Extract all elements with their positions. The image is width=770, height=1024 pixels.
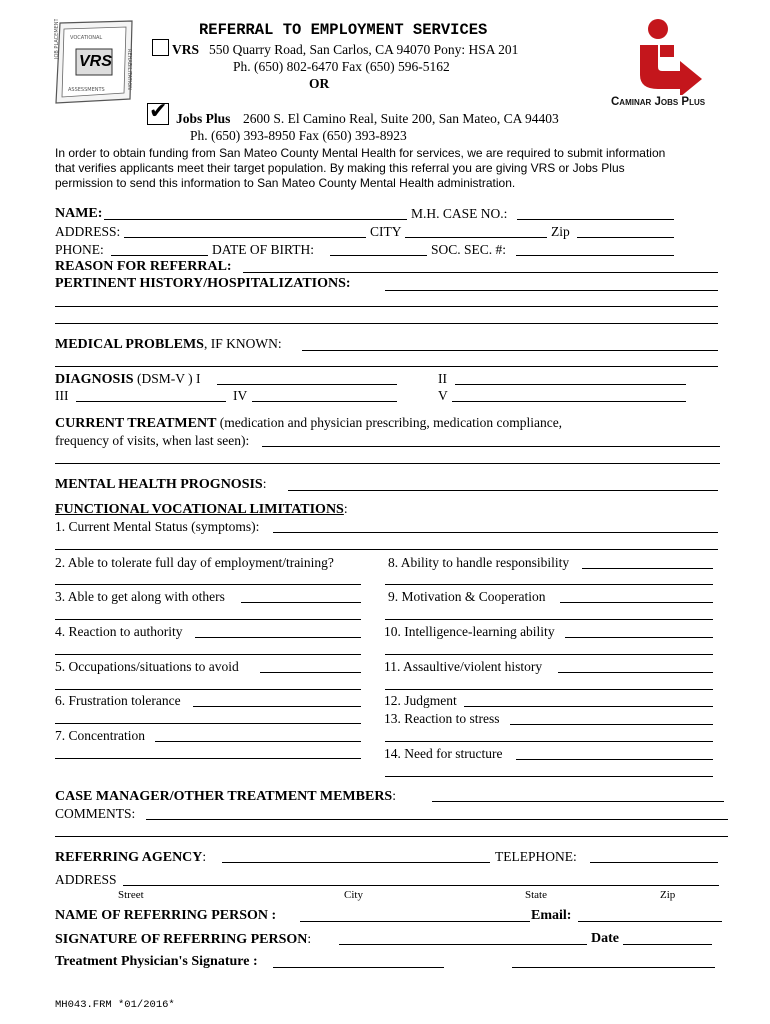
or-label: OR xyxy=(309,76,330,91)
func-item-3-label: 3. Able to get along with others xyxy=(55,589,225,604)
ssn-label: SOC. SEC. #: xyxy=(431,242,507,257)
func-item-7-field[interactable] xyxy=(155,741,361,742)
referring-person-label: NAME OF REFERRING PERSON : xyxy=(55,908,277,923)
func-item-9-label: 9. Motivation & Cooperation xyxy=(388,589,546,604)
address-label: ADDRESS: xyxy=(55,224,121,239)
comments-label: COMMENTS: xyxy=(55,806,136,821)
func-item-10-label: 10. Intelligence-learning ability xyxy=(384,624,555,639)
reason-label: REASON FOR REFERRAL: xyxy=(55,259,232,274)
axis-5-label: V xyxy=(438,388,448,403)
axis-3-field[interactable] xyxy=(76,401,226,402)
mh-case-label: M.H. CASE NO.: xyxy=(411,206,508,221)
axis-2-field[interactable] xyxy=(455,384,686,385)
city-caption: City xyxy=(344,889,363,901)
physician-signature-label: Treatment Physician's Signature : xyxy=(55,954,258,969)
func-item-13-label: 13. Reaction to stress xyxy=(384,711,500,726)
agency-address-label: ADDRESS xyxy=(55,872,117,887)
city-label: CITY xyxy=(370,224,402,239)
intro-line-2: that verifies applicants meet their target population. By making this referral you are giving VRS or Jobs Plus xyxy=(55,161,625,175)
func-item-3-field-2[interactable] xyxy=(55,619,361,620)
state-caption: State xyxy=(525,889,547,901)
func-item-1-field[interactable] xyxy=(273,532,718,533)
history-field[interactable] xyxy=(385,290,718,291)
street-caption: Street xyxy=(118,889,144,901)
func-item-10-field-2[interactable] xyxy=(385,654,713,655)
svg-text:ASSESSMENTS: ASSESSMENTS xyxy=(68,87,105,93)
medical-problems-field[interactable] xyxy=(302,350,718,351)
history-field-3[interactable] xyxy=(55,323,718,324)
caminar-name: Caminar Jobs Plus xyxy=(611,96,706,108)
caminar-person-arrow-icon xyxy=(630,17,705,95)
func-item-14-field-2[interactable] xyxy=(385,776,713,777)
signature-field[interactable] xyxy=(339,944,587,945)
vrs-logo xyxy=(50,19,134,105)
svg-text:VOCATIONAL: VOCATIONAL xyxy=(70,35,103,41)
func-item-3-field[interactable] xyxy=(241,602,361,603)
axis-1-field[interactable] xyxy=(217,384,397,385)
vrs-label: VRS xyxy=(172,42,200,57)
treatment-field-2[interactable] xyxy=(55,463,720,464)
comments-field[interactable] xyxy=(146,819,728,820)
diagnosis-label: DIAGNOSIS (DSM-V ) I xyxy=(55,371,201,387)
form-code: MH043.FRM *01/2016* xyxy=(55,999,175,1011)
phone-label: PHONE: xyxy=(55,242,104,257)
func-item-1-field-2[interactable] xyxy=(55,549,718,550)
func-item-13-field[interactable] xyxy=(510,724,713,725)
agency-address-field[interactable] xyxy=(123,885,719,886)
signature-label: SIGNATURE OF REFERRING PERSON: xyxy=(55,931,312,947)
func-item-14-label: 14. Need for structure xyxy=(384,746,503,761)
func-item-6-field[interactable] xyxy=(193,706,361,707)
func-item-5-label: 5. Occupations/situations to avoid xyxy=(55,659,239,674)
axis-5-field[interactable] xyxy=(452,401,686,402)
func-item-12-field[interactable] xyxy=(464,706,713,707)
jobs-plus-checkbox[interactable] xyxy=(147,99,169,125)
func-item-13-field-2[interactable] xyxy=(385,741,713,742)
jobs-plus-address: 2600 S. El Camino Real, Suite 200, San Mateo, CA 94403 xyxy=(243,111,559,126)
func-item-2-field[interactable] xyxy=(55,584,361,585)
history-field-2[interactable] xyxy=(55,306,718,307)
vrs-phone: Ph. (650) 802-6470 Fax (650) 596-5162 xyxy=(233,59,450,74)
vrs-checkbox[interactable] xyxy=(152,39,169,56)
func-item-12-label: 12. Judgment xyxy=(384,693,457,708)
city-field[interactable] xyxy=(405,237,547,238)
telephone-field[interactable] xyxy=(590,862,718,863)
checkmark-icon: ✔ xyxy=(149,99,168,124)
medical-problems-label: MEDICAL PROBLEMS, IF KNOWN: xyxy=(55,336,282,352)
referring-person-field[interactable] xyxy=(300,921,530,922)
func-item-4-label: 4. Reaction to authority xyxy=(55,624,183,639)
zip-label: Zip xyxy=(551,224,570,239)
mh-case-field[interactable] xyxy=(517,219,674,220)
func-item-11-field[interactable] xyxy=(558,672,713,673)
func-item-6-field-2[interactable] xyxy=(55,723,361,724)
func-item-6-label: 6. Frustration tolerance xyxy=(55,693,181,708)
func-item-8-field-2[interactable] xyxy=(385,584,713,585)
physician-signature-field[interactable] xyxy=(273,967,444,968)
treatment-label: CURRENT TREATMENT (medication and physician prescribing, medication compliance, xyxy=(55,415,563,431)
functional-heading: FUNCTIONAL VOCATIONAL LIMITATIONS: xyxy=(55,501,348,517)
comments-field-2[interactable] xyxy=(55,836,728,837)
axis-2-label: II xyxy=(438,371,447,386)
func-item-14-field[interactable] xyxy=(516,759,713,760)
agency-field[interactable] xyxy=(222,862,490,863)
axis-4-field[interactable] xyxy=(252,401,397,402)
func-item-9-field-2[interactable] xyxy=(385,619,713,620)
form-title: REFERRAL TO EMPLOYMENT SERVICES xyxy=(199,21,488,39)
func-item-2-label: 2. Able to tolerate full day of employment/training? xyxy=(55,555,334,570)
func-item-4-field-2[interactable] xyxy=(55,654,361,655)
treatment-line-2: frequency of visits, when last seen): xyxy=(55,433,250,448)
intro-line-1: In order to obtain funding from San Mateo County Mental Health for services, we are required to submit information xyxy=(55,146,666,160)
zip-field[interactable] xyxy=(577,237,674,238)
func-item-8-field[interactable] xyxy=(582,568,713,569)
func-item-8-label: 8. Ability to handle responsibility xyxy=(388,555,570,570)
axis-3-label: III xyxy=(55,388,69,403)
reason-field[interactable] xyxy=(243,272,718,273)
prognosis-label: MENTAL HEALTH PROGNOSIS: xyxy=(55,476,267,492)
name-field[interactable] xyxy=(104,219,407,220)
prognosis-field[interactable] xyxy=(288,490,718,491)
func-item-1-label: 1. Current Mental Status (symptoms): xyxy=(55,519,260,534)
case-manager-label: CASE MANAGER/OTHER TREATMENT MEMBERS: xyxy=(55,788,396,804)
vrs-logo-text: VRS xyxy=(79,53,112,70)
func-item-10-field[interactable] xyxy=(565,637,713,638)
history-label: PERTINENT HISTORY/HOSPITALIZATIONS: xyxy=(55,276,351,291)
caminar-logo xyxy=(630,17,705,95)
svg-text:REHABILITATION: REHABILITATION xyxy=(126,49,132,90)
treatment-field[interactable] xyxy=(262,446,720,447)
date-label: Date xyxy=(591,931,619,946)
dob-label: DATE OF BIRTH: xyxy=(212,242,314,257)
telephone-label: TELEPHONE: xyxy=(495,849,577,864)
medical-problems-field-2[interactable] xyxy=(55,366,718,367)
axis-4-label: IV xyxy=(233,388,248,403)
phone-field[interactable] xyxy=(111,255,208,256)
jobs-plus-phone: Ph. (650) 393-8950 Fax (650) 393-8923 xyxy=(190,128,407,143)
address-field[interactable] xyxy=(124,237,366,238)
func-item-5-field[interactable] xyxy=(260,672,361,673)
physician-date-field[interactable] xyxy=(512,967,715,968)
dob-field[interactable] xyxy=(330,255,427,256)
intro-line-3: permission to send this information to San Mateo County Mental Health administration. xyxy=(55,176,516,190)
zip-caption: Zip xyxy=(660,889,676,901)
name-label: NAME: xyxy=(55,206,103,221)
func-item-11-field-2[interactable] xyxy=(385,689,713,690)
func-item-4-field[interactable] xyxy=(195,637,361,638)
jobs-plus-label: Jobs Plus xyxy=(176,111,231,126)
ssn-field[interactable] xyxy=(516,255,674,256)
agency-label: REFERRING AGENCY: xyxy=(55,849,207,865)
svg-text:JOB PLACEMENT: JOB PLACEMENT xyxy=(54,19,60,59)
func-item-7-field-2[interactable] xyxy=(55,758,361,759)
func-item-7-label: 7. Concentration xyxy=(55,728,145,743)
email-field[interactable] xyxy=(578,921,722,922)
func-item-9-field[interactable] xyxy=(560,602,713,603)
func-item-5-field-2[interactable] xyxy=(55,689,361,690)
case-manager-field[interactable] xyxy=(432,801,724,802)
email-label: Email: xyxy=(531,908,572,923)
vrs-address: 550 Quarry Road, San Carlos, CA 94070 Pony: HSA 201 xyxy=(209,42,519,57)
date-field[interactable] xyxy=(623,944,712,945)
func-item-11-label: 11. Assaultive/violent history xyxy=(384,659,543,674)
